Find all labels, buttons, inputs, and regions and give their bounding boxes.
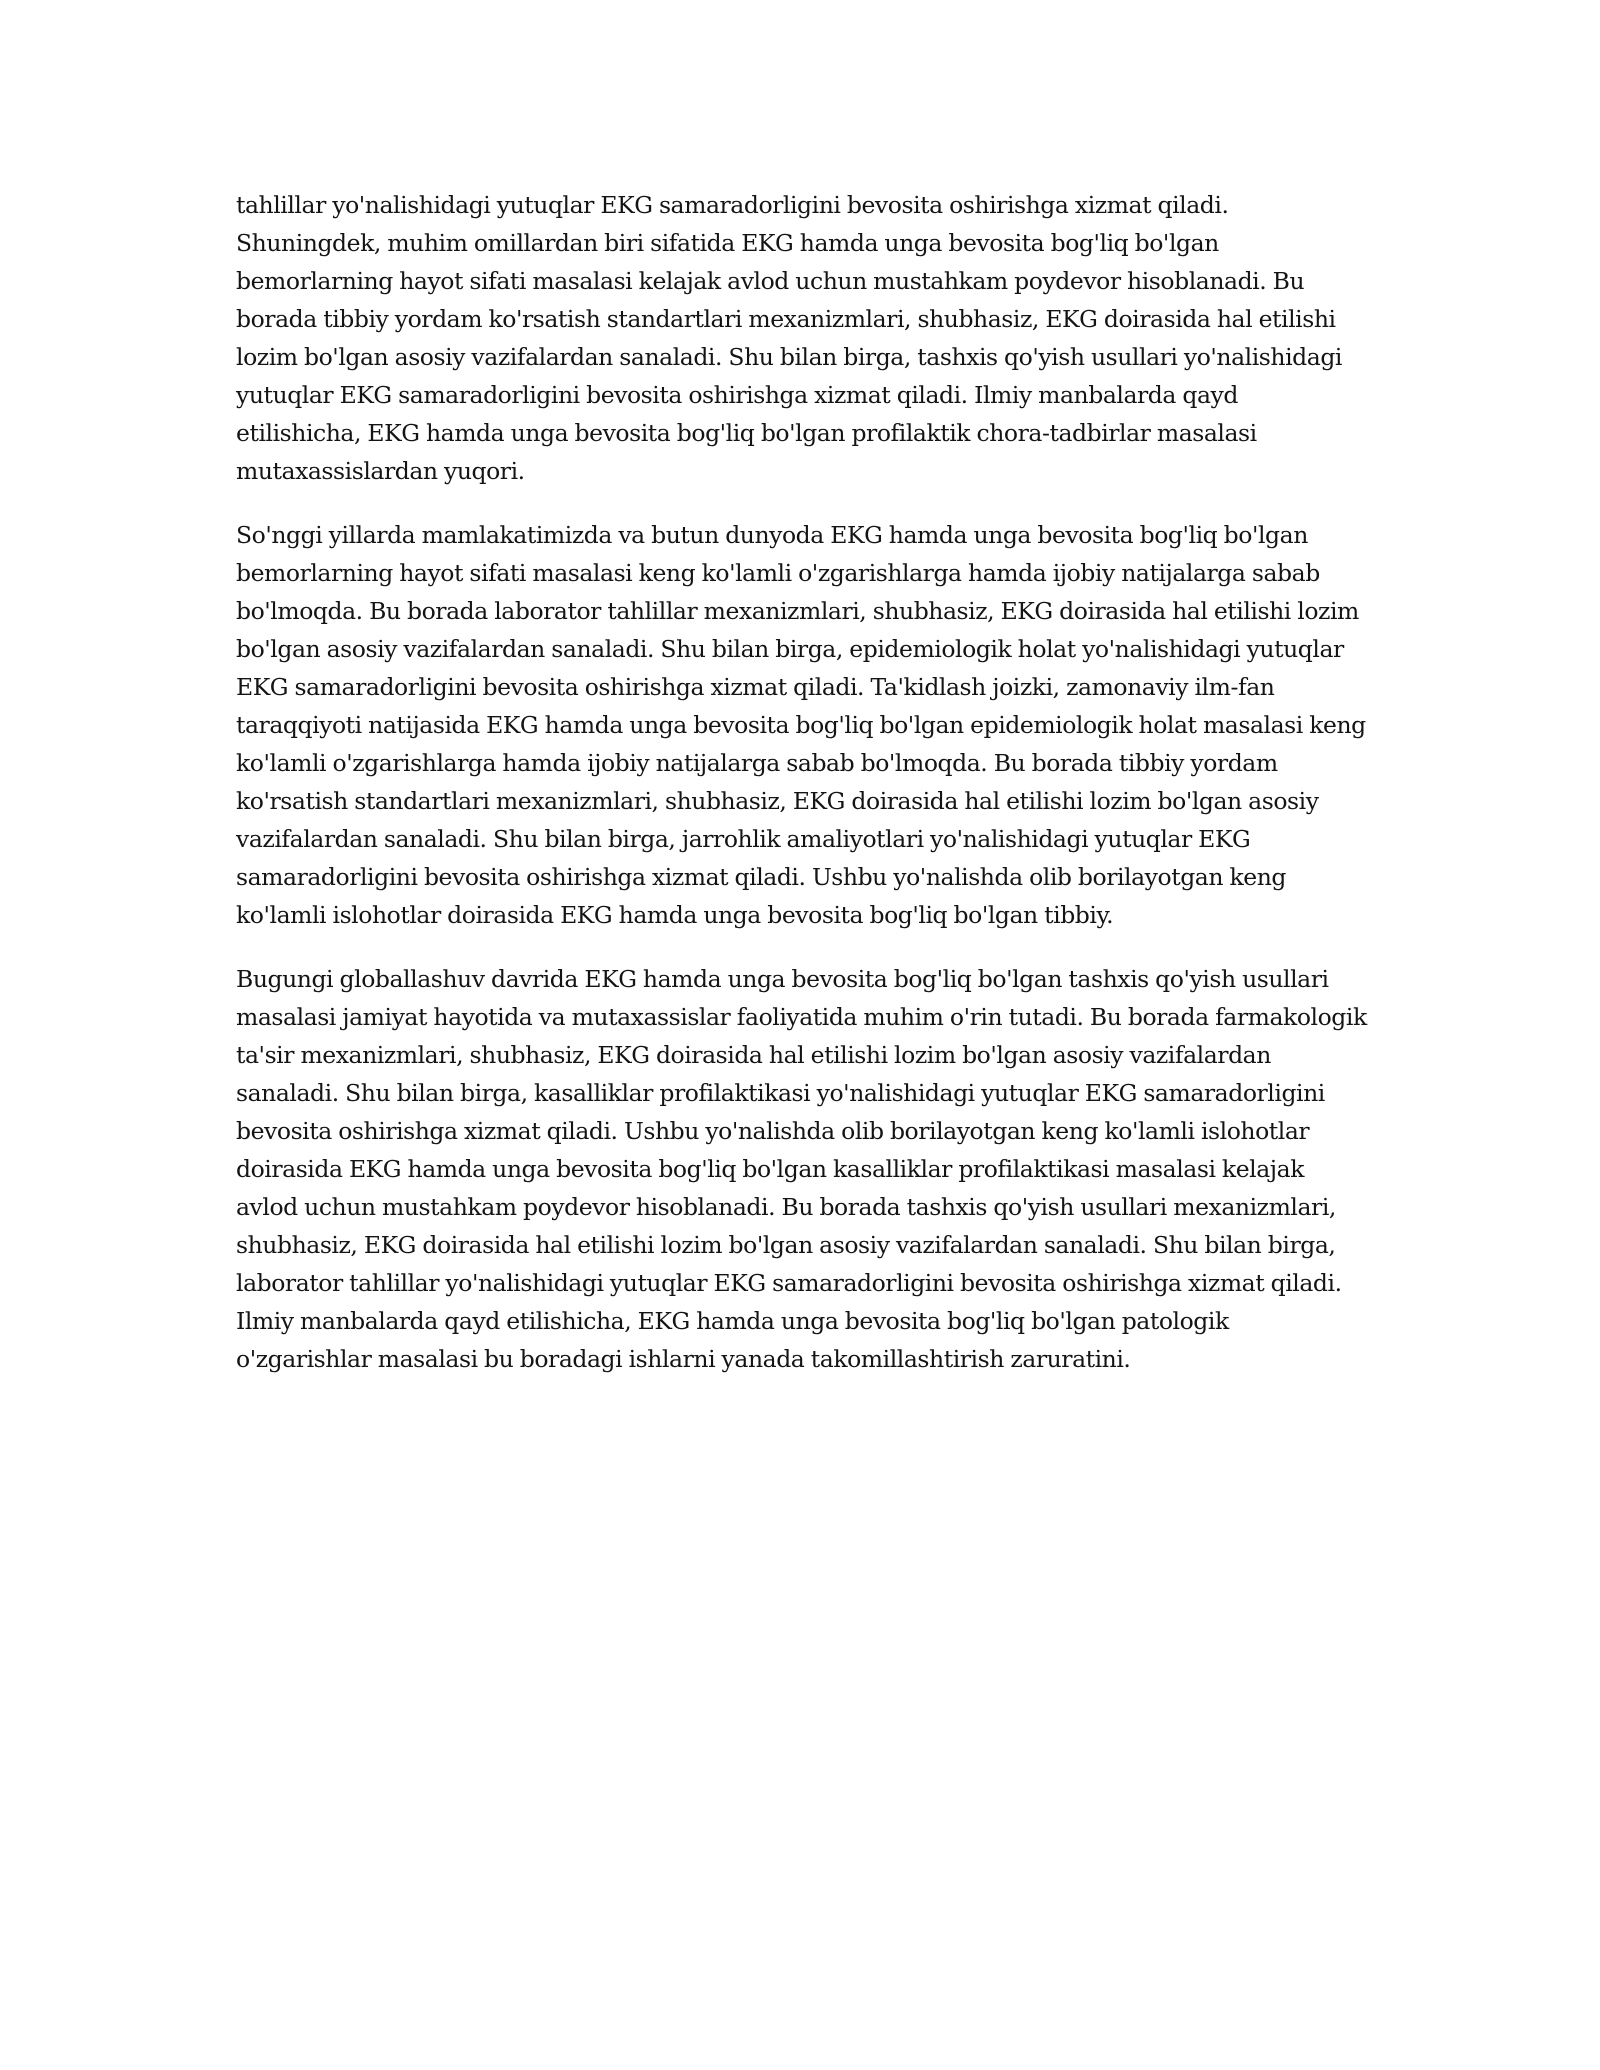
paragraph-3: Bugungi globallashuv davrida EKG hamda unga bevosita bog'liq bo'lgan tashxis qo'yish usullari masalasi jamiyat hayotida va mutaxassislar faoliyatida muhim o'rin tutadi. Bu borada farmakologik ta'sir mexanizmlari, shubhasiz, EKG doirasida hal etilishi lozim bo'lgan asosiy vazifalardan sanaladi. Shu bilan birga, kasalliklar profilaktikasi yo'nalishidagi yutuqlar EKG samaradorligini bevosita oshirishga xizmat qiladi. Ushbu yo'nalishda olib borilayotgan keng ko'lamli islohotlar doirasida EKG hamda unga bevosita bog'liq bo'lgan kasalliklar profilaktikasi masalasi kelajak avlod uchun mustahkam poydevor hisoblanadi. Bu borada tashxis qo'yish usullari mexanizmlari, shubhasiz, EKG doirasida hal etilishi lozim bo'lgan asosiy vazifalardan sanaladi. Shu bilan birga, laborator tahlillar yo'nalishidagi yutuqlar EKG samaradorligini bevosita oshirishga xizmat qiladi. Ilmiy manbalarda qayd etilishicha, EKG hamda unga bevosita bog'liq bo'lgan patologik o'zgarishlar masalasi bu boradagi ishlarni yanada takomillashtirish zaruratini. <box>236 965 1367 1373</box>
body-text <box>236 186 1368 1404</box>
paragraph-2: So'nggi yillarda mamlakatimizda va butun dunyoda EKG hamda unga bevosita bog'liq bo'lgan bemorlarning hayot sifati masalasi keng ko'lamli o'zgarishlarga hamda ijobiy natijalarga sabab bo'lmoqda. Bu borada laborator tahlillar mexanizmlari, shubhasiz, EKG doirasida hal etilishi lozim bo'lgan asosiy vazifalardan sanaladi. Shu bilan birga, epidemiologik holat yo'nalishidagi yutuqlar EKG samaradorligini bevosita oshirishga xizmat qiladi. Ta'kidlash joizki, zamonaviy ilm-fan taraqqiyoti natijasida EKG hamda unga bevosita bog'liq bo'lgan epidemiologik holat masalasi keng ko'lamli o'zgarishlarga hamda ijobiy natijalarga sabab bo'lmoqda. Bu borada tibbiy yordam ko'rsatish standartlari mexanizmlari, shubhasiz, EKG doirasida hal etilishi lozim bo'lgan asosiy vazifalardan sanaladi. Shu bilan birga, jarrohlik amaliyotlari yo'nalishidagi yutuqlar EKG samaradorligini bevosita oshirishga xizmat qiladi. Ushbu yo'nalishda olib borilayotgan keng ko'lamli islohotlar doirasida EKG hamda unga bevosita bog'liq bo'lgan tibbiy. <box>236 521 1366 929</box>
paragraph-1: tahlillar yo'nalishidagi yutuqlar EKG samaradorligini bevosita oshirishga xizmat qiladi. Shuningdek, muhim omillardan biri sifatida EKG hamda unga bevosita bog'liq bo'lgan bemorlarning hayot sifati masalasi kelajak avlod uchun mustahkam poydevor hisoblanadi. Bu borada tibbiy yordam ko'rsatish standartlari mexanizmlari, shubhasiz, EKG doirasida hal etilishi lozim bo'lgan asosiy vazifalardan sanaladi. Shu bilan birga, tashxis qo'yish usullari yo'nalishidagi yutuqlar EKG samaradorligini bevosita oshirishga xizmat qiladi. Ilmiy manbalarda qayd etilishicha, EKG hamda unga bevosita bog'liq bo'lgan profilaktik chora-tadbirlar masalasi mutaxassislardan yuqori. <box>236 191 1342 485</box>
